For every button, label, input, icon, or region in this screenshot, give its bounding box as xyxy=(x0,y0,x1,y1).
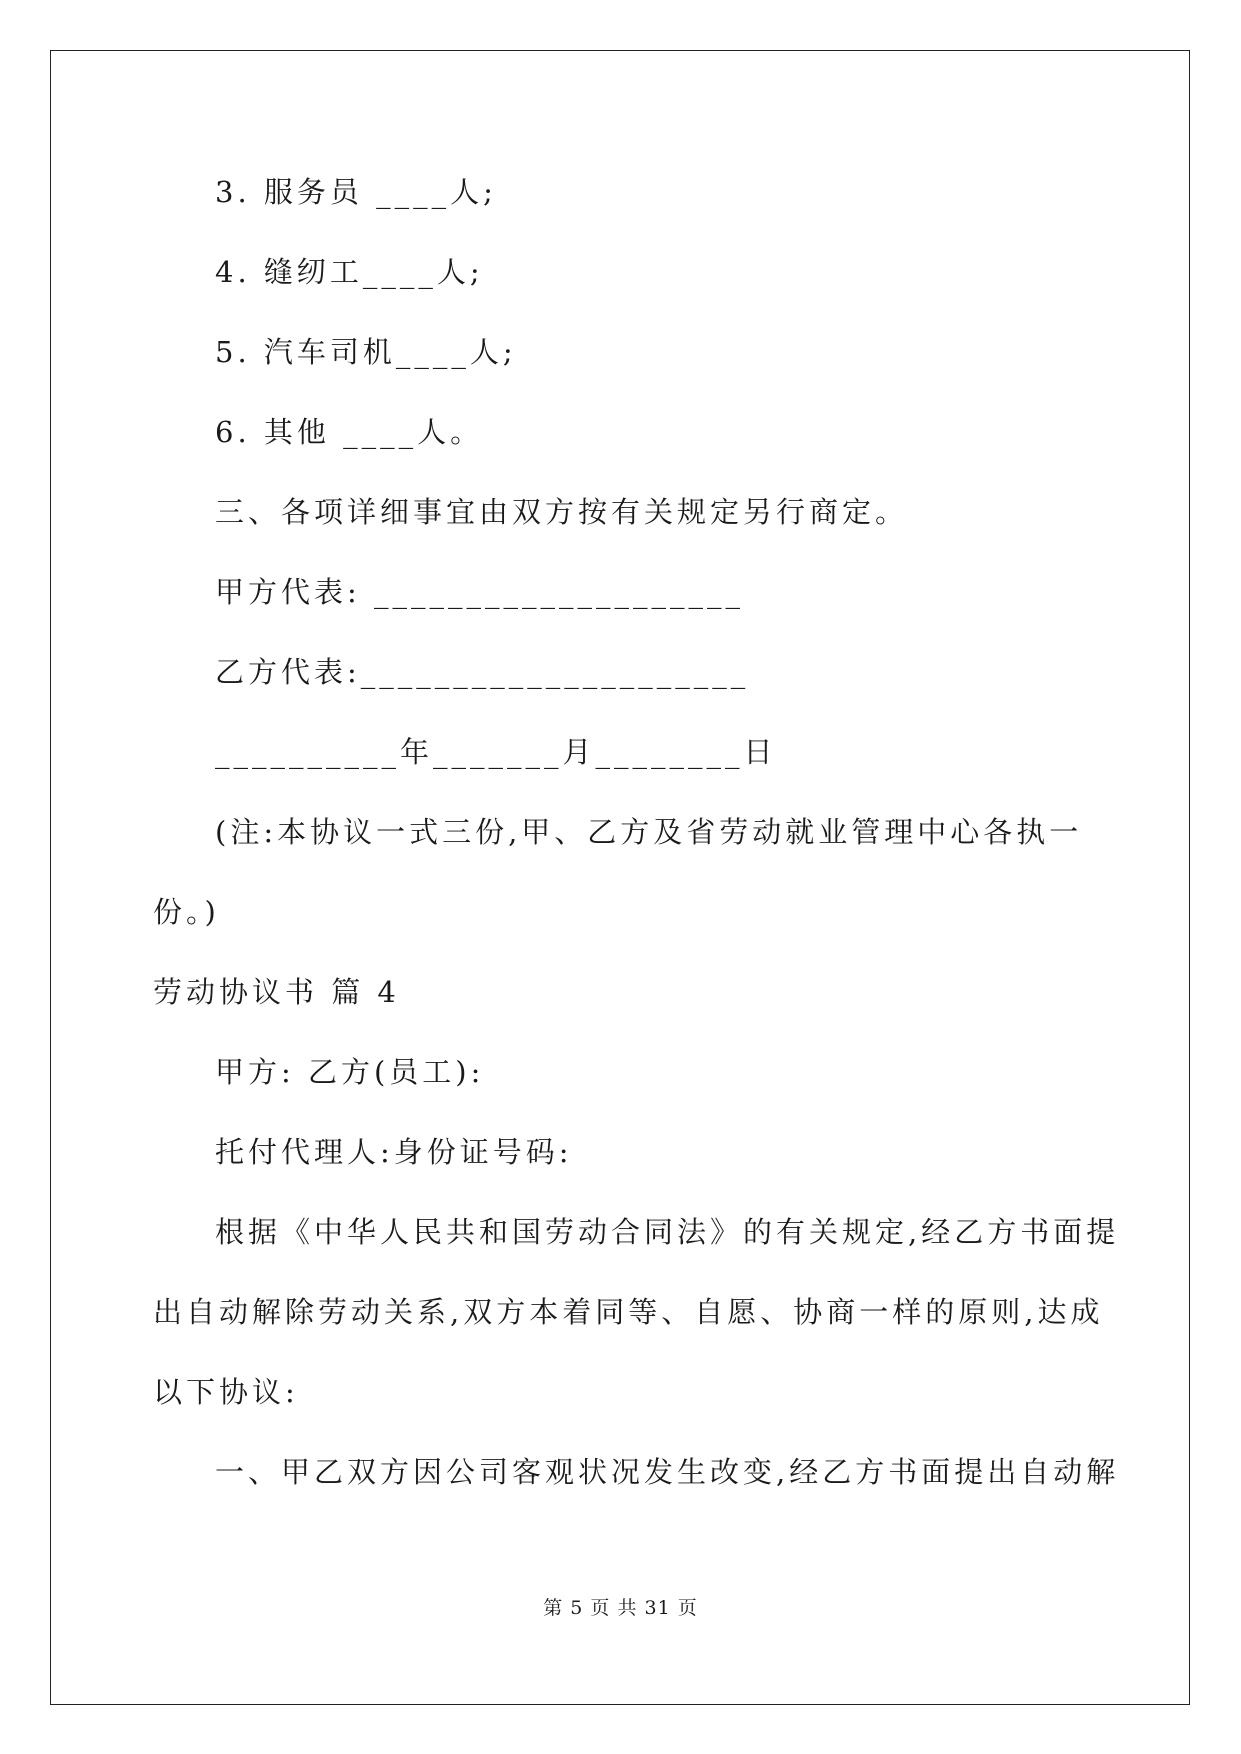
paragraph-line-3: 以下协议: xyxy=(153,1375,299,1409)
item-3-waiter: 3. 服务员 ____人; xyxy=(215,175,497,209)
clause-three: 三、各项详细事宜由双方按有关规定另行商定。 xyxy=(215,495,909,529)
paragraph-line-2: 出自动解除劳动关系,双方本着同等、自愿、协商一样的原则,达成 xyxy=(153,1295,1104,1329)
agent-id-line: 托付代理人:身份证号码: xyxy=(215,1135,573,1169)
party-b-representative: 乙方代表:_____________________ xyxy=(215,655,750,689)
item-6-other: 6. 其他 ____人。 xyxy=(215,415,484,449)
note-line-1: (注:本协议一式三份,甲、乙方及省劳动就业管理中心各执一 xyxy=(215,815,1083,849)
parties-line: 甲方: 乙方(员工): xyxy=(215,1055,485,1089)
page-number-footer: 第 5 页 共 31 页 xyxy=(543,1597,698,1619)
party-a-representative: 甲方代表: ____________________ xyxy=(215,575,744,609)
date-line: __________年_______月________日 xyxy=(215,735,777,769)
paragraph-line-1: 根据《中华人民共和国劳动合同法》的有关规定,经乙方书面提 xyxy=(215,1215,1120,1249)
section-heading: 劳动协议书 篇 4 xyxy=(153,975,400,1009)
item-5-driver: 5. 汽车司机____人; xyxy=(215,335,517,369)
clause-one-line: 一、甲乙双方因公司客观状况发生改变,经乙方书面提出自动解 xyxy=(215,1455,1120,1489)
item-4-tailor: 4. 缝纫工____人; xyxy=(215,255,484,289)
note-line-2: 份。) xyxy=(153,895,220,929)
